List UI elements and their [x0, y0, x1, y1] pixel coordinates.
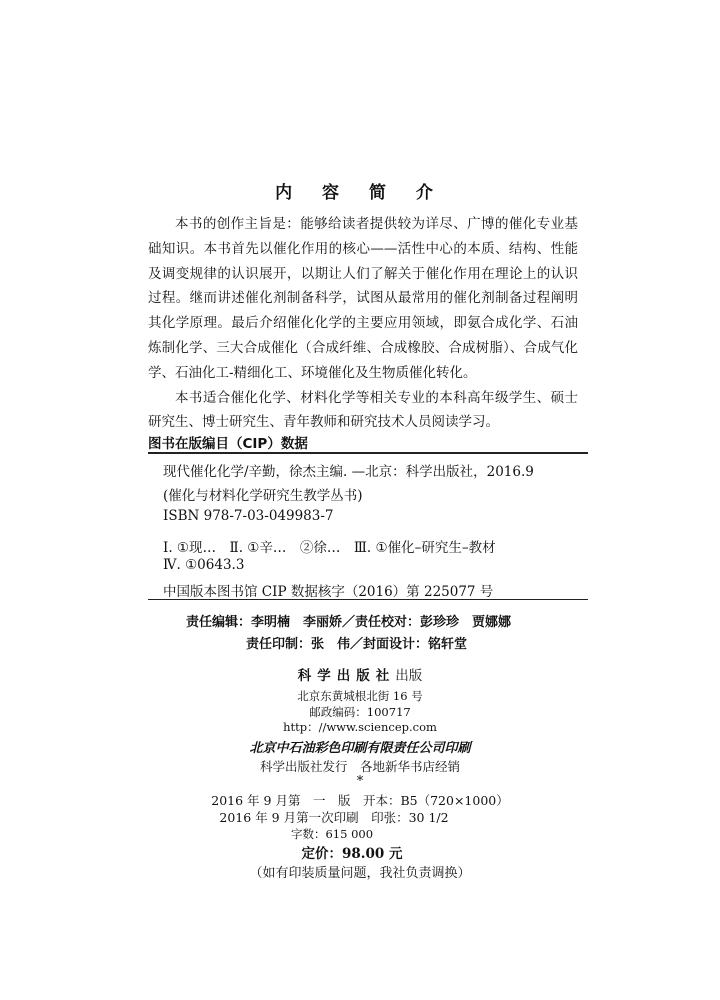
credits-editors: 责任编辑：李明楠 李丽娇／责任校对：彭珍珍 贾娜娜	[186, 615, 512, 630]
intro-paragraph-1: 本书的创作主旨是：能够给读者提供较为详尽、广博的催化专业基础知识。本书首先以催化作用的核心——活性中心的本质、结构、性能及调变规律的认识展开，以期让人们了解关于催化作用在理论上的认识过程。继而讲述催化剂制备科学，试图从最常用的催化剂制备过程阐明其化学原理。最后介绍催化化学的主要应用领域，即氨合成化学、石油炼制化学、三大合成催化（合成纤维、合成橡胶、合成树脂）、合成气化学、石油化工-精细化工、环境催化及生物质催化转化。	[148, 216, 578, 381]
cip-heading: 图书在版编目（CIP）数据	[148, 436, 308, 452]
wordcount-line: 字数：615 000	[290, 827, 374, 841]
edition-line: 2016 年 9 月第 一 版 开本：B5（720×1000）	[211, 793, 509, 808]
printing-line: 2016 年 9 月第一次印刷 印张：30 1/2	[219, 810, 449, 825]
publisher-address: 北京东黄城根北街 16 号	[297, 689, 423, 703]
cip-line-series: (催化与材料化学研究生教学丛书)	[163, 488, 363, 504]
cip-bottom-rule	[148, 599, 588, 600]
cip-line-number: 中国版本图书馆 CIP 数据核字（2016）第 225077 号	[163, 584, 494, 600]
intro-paragraph-2: 本书适合催化化学、材料化学等相关专业的本科高年级学生、硕士研究生、博士研究生、青年教师和研究技术人员阅读学习。	[148, 389, 578, 431]
price-line: 定价：98.00 元	[301, 846, 403, 862]
quality-notice: （如有印装质量问题，我社负责调换）	[249, 866, 471, 881]
cip-top-rule	[148, 452, 588, 454]
cip-line-classification: Ⅰ. ①现… Ⅱ. ①辛… ②徐… Ⅲ. ①催化–研究生–教材	[163, 540, 496, 556]
distributor-line: 科学出版社发行 各地新华书店经销	[259, 759, 460, 774]
publisher-logo: 科学出版社	[297, 668, 396, 684]
publisher-line	[0, 664, 720, 684]
separator-star: *	[356, 774, 364, 789]
printer-line: 北京中石油彩色印刷有限责任公司印刷	[249, 741, 471, 756]
cip-line-title: 现代催化化学/辛勤，徐杰主编. —北京：科学出版社，2016.9	[163, 464, 534, 480]
page-title: 内 容 简 介	[275, 183, 445, 203]
publisher-postcode: 邮政编码：100717	[309, 705, 411, 719]
cip-line-clc: Ⅳ. ①0643.3	[163, 557, 245, 573]
cip-line-isbn: ISBN 978-7-03-049983-7	[163, 508, 334, 524]
publisher-suffix: 出版	[395, 668, 423, 684]
credits-production: 责任印制：张 伟／封面设计：铭轩堂	[246, 637, 468, 652]
intro-section	[148, 212, 578, 435]
publisher-url: http：//www.sciencep.com	[283, 720, 437, 734]
